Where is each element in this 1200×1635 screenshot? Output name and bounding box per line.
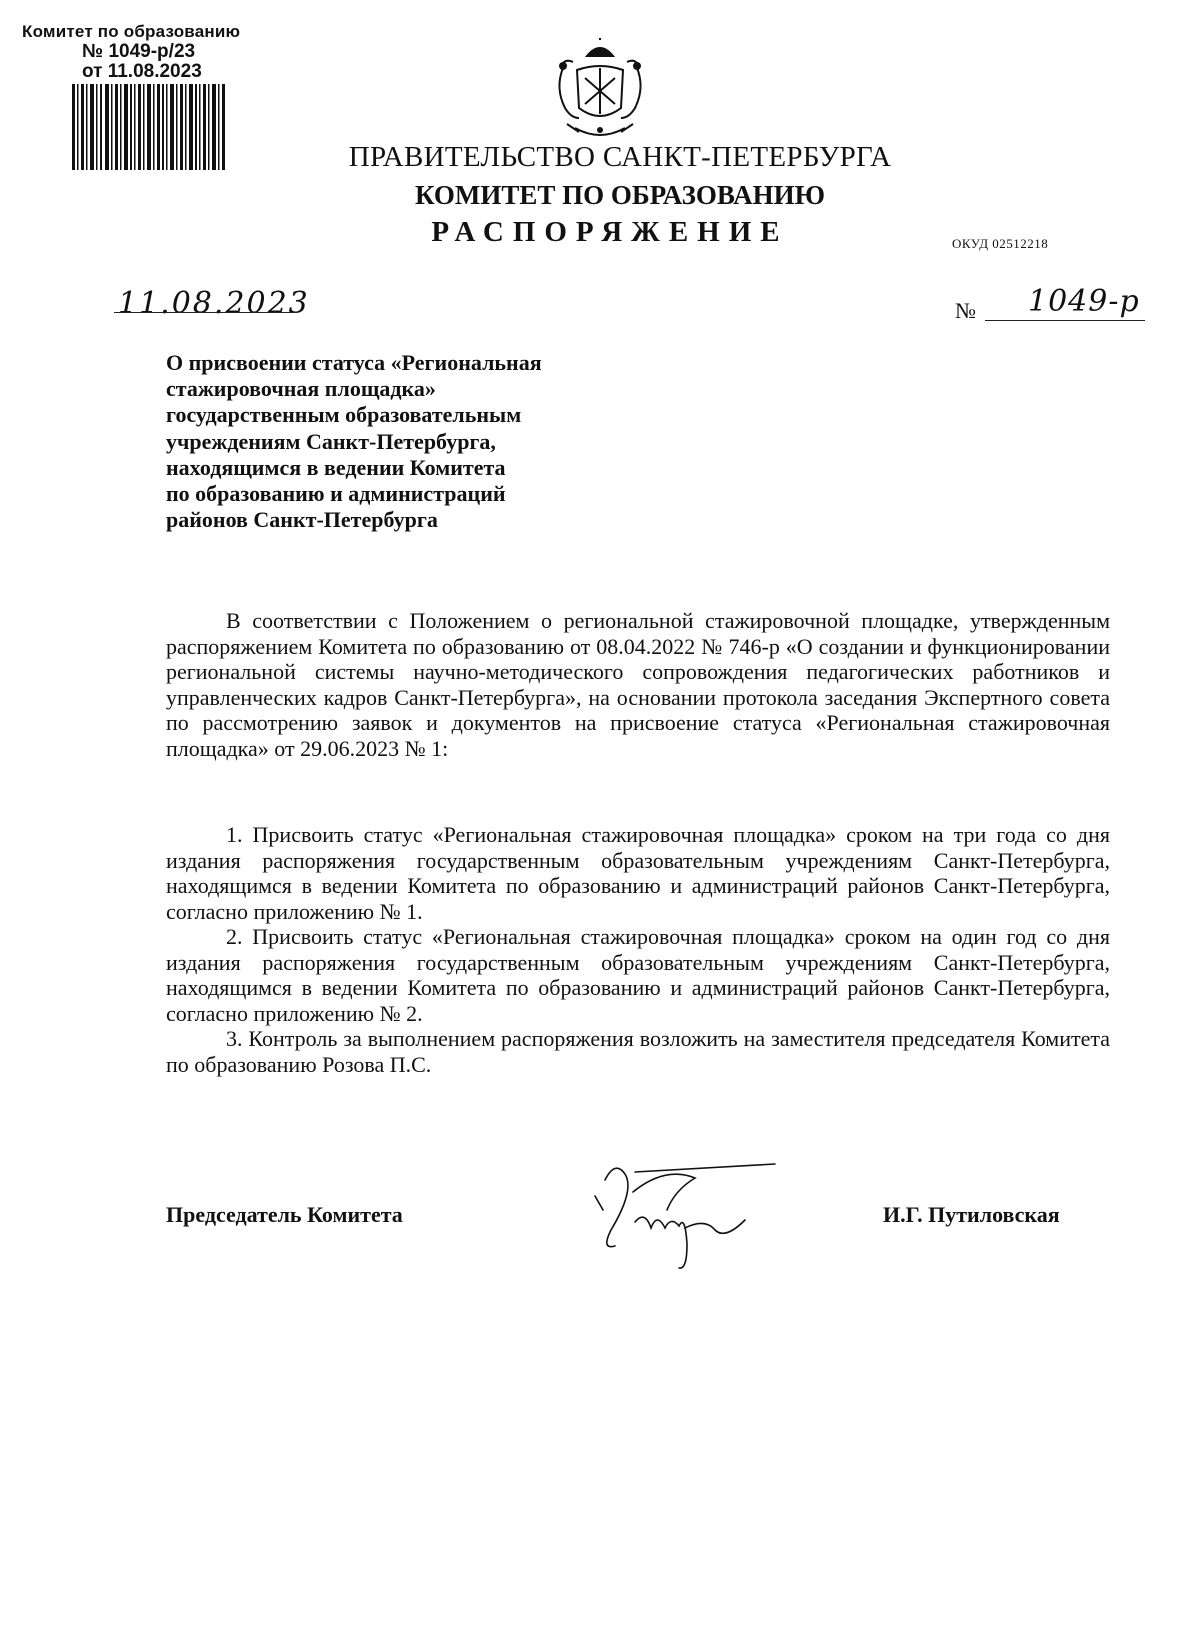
committee-title: КОМИТЕТ ПО ОБРАЗОВАНИЮ — [414, 180, 826, 210]
stamp-date: от 11.08.2023 — [82, 61, 202, 82]
coat-of-arms-icon — [545, 38, 655, 148]
order-items — [166, 822, 1110, 1077]
document-subject — [166, 350, 636, 533]
subject-line: учреждениям Санкт-Петербурга, — [166, 428, 496, 454]
preamble — [166, 608, 1110, 761]
date-underline — [114, 312, 296, 313]
okud-code: ОКУД 02512218 — [952, 236, 1049, 251]
subject-line: стажировочная площадка» — [166, 376, 436, 402]
order-item: 3. Контроль за выполнением распоряжения возложить на заместителя председателя Комитета по образованию Розова П.С. — [166, 1026, 1110, 1077]
subject-line: по образованию и администраций — [166, 481, 506, 507]
subject-line: районов Санкт-Петербурга — [166, 507, 438, 533]
number-underline — [985, 320, 1145, 321]
signature-icon — [575, 1150, 805, 1280]
signatory-title: Председатель Комитета — [166, 1202, 403, 1227]
subject-line: государственным образовательным — [166, 402, 522, 428]
stamp-org: Комитет по образованию — [22, 22, 241, 41]
document-date: 11.08.2023 — [118, 286, 310, 321]
document-number: 1049-р — [1028, 284, 1140, 319]
government-title: ПРАВИТЕЛЬСТВО САНКТ-ПЕТЕРБУРГА — [348, 141, 892, 173]
preamble-text: В соответствии с Положением о региональной стажировочной площадке, утвержденным распоряжением Комитета по образованию от 08.04.2022 № 746-р «О создании и функционировании региональной системы научно-методического сопровождения педагогических работников и управленческих кадров Санкт-Петербурга», на основании протокола заседания Экспертного совета по рассмотрению заявок и документов на присвоение статуса «Региональная стажировочная площадка» от 29.06.2023 № 1: — [166, 608, 1110, 761]
order-item: 1. Присвоить статус «Региональная стажировочная площадка» сроком на три года со дня издания распоряжения государственным образовательным учреждениям Санкт-Петербурга, находящимся в ведении Комитета по образованию и администраций районов Санкт-Петербурга, согласно приложению № 1. — [166, 822, 1110, 924]
number-label: № — [955, 298, 976, 323]
subject-line: находящимся в ведении Комитета — [166, 454, 506, 480]
order-item: 2. Присвоить статус «Региональная стажировочная площадка» сроком на один год со дня издания распоряжения государственным образовательным учреждениям Санкт-Петербурга, находящимся в ведении Комитета по образованию и администраций районов Санкт-Петербурга, согласно приложению № 2. — [166, 924, 1110, 1026]
signatory-name: И.Г. Путиловская — [883, 1202, 1060, 1227]
registration-stamp — [22, 22, 282, 82]
stamp-number: № 1049-р/23 — [82, 41, 196, 62]
subject-line: О присвоении статуса «Региональная — [166, 350, 542, 375]
document-type-title: РАСПОРЯЖЕНИЕ — [431, 216, 789, 248]
